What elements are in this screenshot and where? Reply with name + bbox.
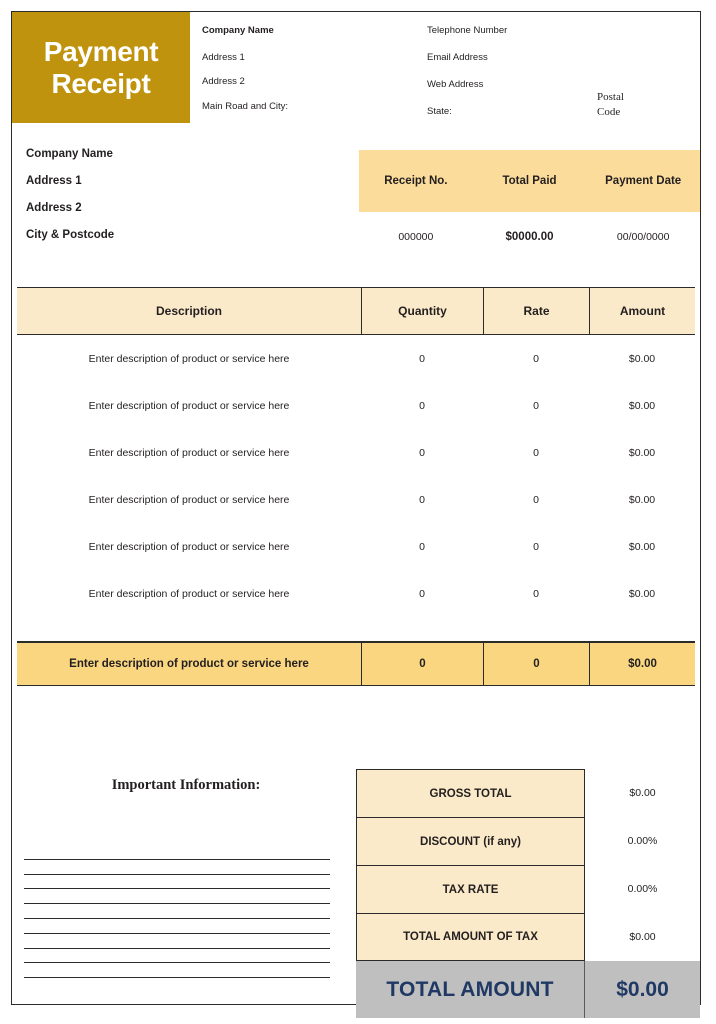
important-information-lines[interactable] [24,845,330,978]
line-items-body [17,335,695,642]
issuer-postal-label-line-2: Code [597,106,621,118]
discount-label: DISCOUNT (if any) [356,817,585,865]
issuer-address-2: Address 2 [202,76,245,87]
summary-quantity: 0 [361,643,483,685]
summary-description: Enter description of product or service here [69,658,309,670]
discount-value: 0.00% [627,835,658,847]
issuer-state: State: [427,106,452,117]
payment-date-header: Payment Date [605,175,682,187]
item-rate: 0 [533,493,539,506]
important-information-title: Important Information: [111,777,261,793]
item-rate: 0 [533,399,539,412]
issuer-postal-label-line-1: Postal [597,91,624,103]
column-header-rate: Rate [483,288,589,334]
item-amount: $0.00 [628,399,656,412]
document-title-line-2: Receipt [51,67,151,99]
column-header-description: Description [155,304,222,318]
gross-total-label: GROSS TOTAL [356,769,585,817]
item-rate: 0 [533,587,539,600]
payment-date-value: 00/00/0000 [616,231,670,243]
receipt-meta-header [359,150,700,212]
document-title-block [12,12,190,123]
column-header-amount: Amount [589,288,695,334]
bill-to-company-name: Company Name [26,148,113,160]
issuer-address-1: Address 1 [202,52,245,63]
note-rule [24,904,330,919]
table-row[interactable] [17,570,695,617]
item-amount: $0.00 [628,493,656,506]
issuer-contact-column [427,12,592,123]
bill-to-address-1: Address 1 [26,175,82,187]
receipt-no-value: 000000 [398,231,434,243]
item-amount: $0.00 [628,540,656,553]
note-rule [24,875,330,890]
item-amount: $0.00 [628,587,656,600]
line-items-summary-row[interactable] [17,642,695,686]
item-quantity: 0 [419,540,425,553]
issuer-postal-column [597,12,702,123]
grand-total-row [356,961,700,1018]
table-row[interactable] [17,476,695,523]
total-paid-value: $0000.00 [505,231,554,243]
total-tax-label: TOTAL AMOUNT OF TAX [356,913,585,961]
gross-total-value: $0.00 [629,787,656,799]
note-rule [24,934,330,949]
document-title-line-1: Payment [43,36,159,68]
grand-total-value: $0.00 [616,977,669,1001]
item-description: Enter description of product or service here [88,446,290,459]
table-row[interactable] [17,335,695,382]
item-description: Enter description of product or service here [88,352,290,365]
issuer-web-address: Web Address [427,79,484,90]
note-rule [24,919,330,934]
table-row[interactable] [17,429,695,476]
item-description: Enter description of product or service here [88,493,290,506]
note-rule [24,845,330,860]
receipt-no-header: Receipt No. [384,175,448,187]
table-row[interactable] [17,382,695,429]
issuer-company-name: Company Name [202,25,274,36]
note-rule [24,860,330,875]
item-amount: $0.00 [628,352,656,365]
item-amount: $0.00 [628,446,656,459]
item-quantity: 0 [419,587,425,600]
item-description: Enter description of product or service here [88,587,290,600]
bill-to-address-2: Address 2 [26,202,82,214]
item-quantity: 0 [419,352,425,365]
total-tax-value: $0.00 [629,931,656,943]
summary-rate: 0 [483,643,589,685]
totals-row-discount [356,817,700,865]
item-quantity: 0 [419,446,425,459]
issuer-telephone: Telephone Number [427,25,508,36]
totals-table [356,769,700,1018]
item-rate: 0 [533,446,539,459]
line-items-spacer [17,617,695,641]
column-header-quantity: Quantity [361,288,483,334]
item-rate: 0 [533,352,539,365]
note-rule [24,889,330,904]
line-items-table [17,287,695,686]
item-description: Enter description of product or service here [88,399,290,412]
note-rule [24,963,330,978]
bill-to-city-postcode: City & Postcode [26,229,115,241]
issuer-city: Main Road and City: [202,101,289,112]
item-rate: 0 [533,540,539,553]
totals-row-tax-rate [356,865,700,913]
receipt-meta-values [359,224,700,250]
totals-row-total-tax [356,913,700,961]
totals-row-gross [356,769,700,817]
note-rule [24,949,330,964]
receipt-header [12,12,700,123]
table-row[interactable] [17,523,695,570]
item-quantity: 0 [419,493,425,506]
tax-rate-label: TAX RATE [356,865,585,913]
line-items-header-row [17,287,695,335]
item-quantity: 0 [419,399,425,412]
item-description: Enter description of product or service here [88,540,290,553]
issuer-email: Email Address [427,52,488,63]
tax-rate-value: 0.00% [627,883,658,895]
summary-amount: $0.00 [589,643,695,685]
grand-total-label: TOTAL AMOUNT [356,961,585,1018]
bill-to-block [26,148,346,256]
receipt-page [11,11,701,1005]
issuer-identity-column [202,12,392,123]
total-paid-header: Total Paid [502,175,557,187]
